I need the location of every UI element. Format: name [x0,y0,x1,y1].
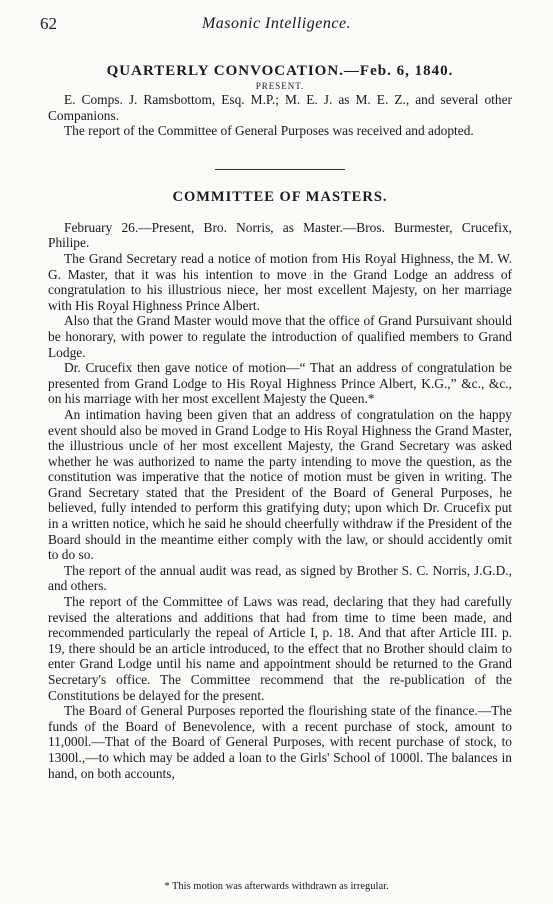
paragraph: The report of the annual audit was read, as signed by Brother S. C. Norris, J.G.D., and others. [48,562,512,594]
page-body [48,62,512,781]
paragraph: The report of the Committee of Laws was read, declaring that they had carefully revised the alterations and additions that had from time to time been made, and recommended particularly the repeal of Article I, p. 18. And that after Article III. p. 19, there should be an article introduced, to the effect that no Brother should claim to enter Grand Lodge until his name and appointment should be returned to the Grand Secretary's office. The Committee recommend that the re-publication of the Constitutions be delayed for the present. [48,594,512,703]
paragraph: The Board of General Purposes reported the flourishing state of the finance.—The funds of the Board of Benevolence, with a recent purchase of stock, amount to 11,000l.—That of the Board of General Purposes, with recent purchase of stock, to 1300l.,—to which may be added a loan to the Girls' School of 1000l. The balances in hand, on both accounts, [48,703,512,781]
paragraph: Also that the Grand Master would move that the office of Grand Pursuivant should be honorary, with power to regulate the introduction of qualified members to Grand Lodge. [48,313,512,360]
paragraph: An intimation having been given that an address of congratulation on the happy event should also be moved in Grand Lodge to His Royal Highness the Grand Master, the illustrious uncle of her most excellent Majesty, the Grand Secretary was asked whether he was authorized to name the party intending to move the question, as the constitution was imperative that the notice of motion must be given in writing. The Grand Secretary stated that the President of the Board of General Purposes, he believed, fully intended to perform this gratifying duty; upon which Dr. Crucefix put in a written notice, which he said he should cheerfully withdraw if the President of the Board should in the meantime either comply with the law, or should accidently omit to do so. [48,406,512,563]
page-number: 62 [40,14,57,33]
paragraph: February 26.—Present, Bro. Norris, as Master.—Bros. Burmester, Crucefix, Philipe. [48,219,512,251]
section-title-committee: COMMITTEE OF MASTERS. [172,188,388,205]
section-divider [215,169,345,170]
footnote: * This motion was afterwards withdrawn as irregular. [164,881,389,892]
section-title-convocation: QUARTERLY CONVOCATION.—Feb. 6, 1840. [106,63,454,79]
paragraph: E. Comps. J. Ramsbottom, Esq. M.P.; M. E. J. as M. E. Z., and several other Companions. [48,92,512,123]
paragraph: Dr. Crucefix then gave notice of motion—“ That an address of congratulation be presented from Grand Lodge to His Royal Highness Prince Albert, K.G.,” &c., &c., on his marriage with her most excellent Majesty the Queen.* [48,360,512,407]
present-label: PRESENT. [255,81,305,91]
paragraph: The report of the Committee of General Purposes was received and adopted. [64,123,474,139]
paragraph: The Grand Secretary read a notice of motion from His Royal Highness, the M. W. G. Master, that it was his intention to move in the Grand Lodge an address of congratulation to his illustrious niece, her most excellent Majesty, on her marriage with His Royal Highness Prince Albert. [48,250,512,313]
running-title: Masonic Intelligence. [201,15,352,32]
page-header [0,14,553,40]
